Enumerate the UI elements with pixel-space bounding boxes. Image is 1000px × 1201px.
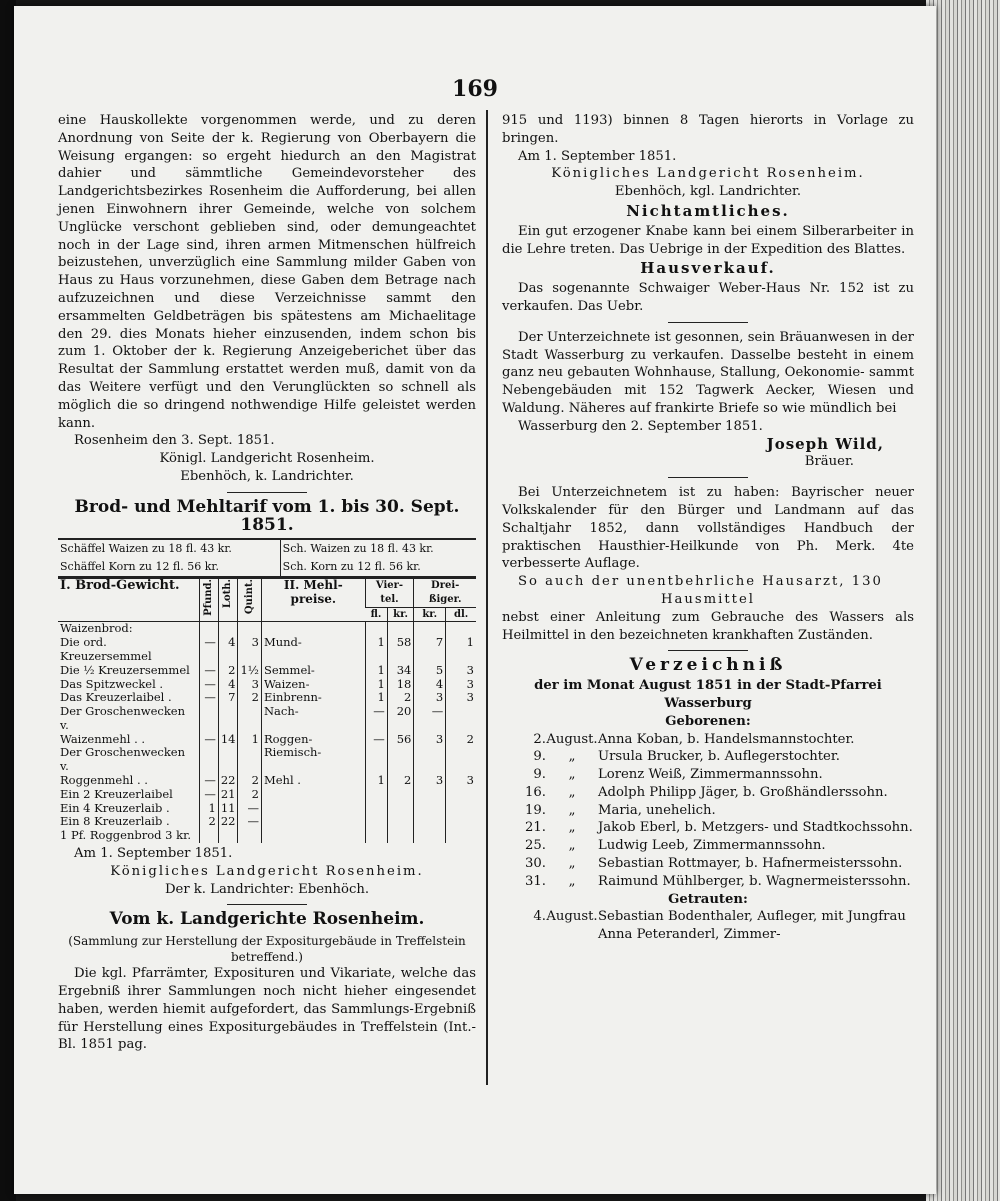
entry-text: Ludwig Leeb, Zimmermannssohn. <box>598 838 826 854</box>
tariff-title: Brod- und Mehltarif vom 1. bis 30. Sept. 1851. <box>74 496 460 535</box>
right-column <box>502 112 914 944</box>
list-item <box>502 908 914 944</box>
loth-cell: 7 <box>218 691 238 705</box>
viertel-fl-cell: — <box>365 705 387 733</box>
viertel-fl-cell <box>365 788 387 802</box>
viertel-kr-cell: 20 <box>387 705 414 733</box>
heading-nichtamtliches: Nichtamtliches. <box>626 201 790 220</box>
loth-cell <box>218 829 238 843</box>
price-row <box>58 558 476 576</box>
loth-cell: 4 <box>218 636 238 664</box>
viertel-kr-cell <box>387 802 414 816</box>
viertel-kr-cell: 34 <box>387 664 414 678</box>
bread-item-cell: Ein 4 Kreuzerlaib . <box>60 800 170 815</box>
pfund-cell: — <box>200 774 219 788</box>
sub-dl: dl. <box>446 607 476 622</box>
sub-fl: fl. <box>365 607 387 622</box>
table-row <box>58 788 476 802</box>
dreissiger-dl-cell <box>446 622 476 636</box>
page-number: 169 <box>452 76 498 102</box>
ad-calendar: Bei Unterzeichnetem ist zu haben: Bayrischer neuer Volkskalender für den Bürger und Landmann auf das Schaltjahr 1852, dann vollständiges Handbuch der praktischen Hausthier-Heilkunde von Ph. Merk. 4te verbesserte Auflage. <box>502 485 914 572</box>
table-row <box>58 733 476 747</box>
bread-weight-table <box>58 577 476 843</box>
dreissiger-kr-cell <box>414 802 446 816</box>
quint-cell: — <box>238 815 261 829</box>
grain-price-table <box>58 538 476 577</box>
viertel-kr-cell: 58 <box>387 636 414 664</box>
pfund-cell: 2 <box>200 815 219 829</box>
heading-marriages: Getrauten: <box>668 891 748 907</box>
notice-signature: Ebenhöch, kgl. Landrichter. <box>614 184 802 200</box>
entry-month: „ <box>568 802 576 818</box>
pfund-cell: — <box>200 788 219 802</box>
table-row <box>58 802 476 816</box>
heading-hausverkauf: Hausverkauf. <box>640 259 776 278</box>
dreissiger-dl-cell <box>446 815 476 829</box>
tariff-signature: Der k. Landrichter: Ebenhöch. <box>164 881 370 897</box>
viertel-fl-cell: — <box>365 733 387 747</box>
notice-date: Am 1. September 1851. <box>518 148 677 164</box>
entry-day: 9. <box>533 767 546 783</box>
bread-item-cell: Das Kreuzerlaibel . <box>60 690 172 705</box>
dreissiger-dl-cell <box>446 802 476 816</box>
table-row <box>58 815 476 829</box>
loth-cell: 21 <box>218 788 238 802</box>
quint-cell: 3 <box>238 678 261 692</box>
dreissiger-kr-cell: 3 <box>414 733 446 747</box>
loth-cell: 11 <box>218 802 238 816</box>
heading-births: Geborenen: <box>665 713 751 729</box>
left-column <box>58 112 476 1054</box>
quint-cell: 2 <box>238 691 261 705</box>
price-row <box>58 539 476 558</box>
dreissiger-kr-cell <box>414 788 446 802</box>
price-cell: Sch. Korn zu 12 fl. 56 kr. <box>280 558 476 576</box>
entry-day: 25. <box>525 838 546 854</box>
divider <box>668 650 748 651</box>
flour-type-cell <box>261 622 365 636</box>
bread-item-cell: Die ½ Kreuzersemmel <box>60 662 190 677</box>
table-row <box>58 622 476 636</box>
entry-month: „ <box>568 856 576 872</box>
flour-type-cell: Roggen- <box>261 733 365 747</box>
bread-item-cell: Roggenmehl . . <box>60 773 148 788</box>
list-item <box>502 837 914 855</box>
section-heading: Vom k. Landgerichte Rosenheim. <box>109 909 425 930</box>
table-row <box>58 636 476 664</box>
column-rule <box>486 110 488 1085</box>
quint-cell: 2 <box>238 774 261 788</box>
viertel-fl-cell: 1 <box>365 664 387 678</box>
dreissiger-dl-cell: 3 <box>446 678 476 692</box>
quint-cell <box>238 705 261 733</box>
list-item <box>502 784 914 802</box>
bread-item-cell: Ein 8 Kreuzerlaib . <box>60 814 170 829</box>
flour-type-cell: Mehl . <box>261 774 365 788</box>
newspaper-page <box>14 6 936 1194</box>
quint-cell: 2 <box>238 788 261 802</box>
dreissiger-kr-cell <box>414 829 446 843</box>
divider <box>668 477 748 478</box>
bread-item-cell: Die ord. Kreuzersemmel <box>60 635 152 663</box>
flour-type-cell <box>261 815 365 829</box>
entry-day: 9. <box>533 749 546 765</box>
sub-kr: kr. <box>387 607 414 622</box>
notice-date: Rosenheim den 3. Sept. 1851. <box>74 433 275 449</box>
ad-hausarzt-description: nebst einer Anleitung zum Gebrauche des Wassers als Heilmittel in den bezeichneten krankhaften Zuständen. <box>502 609 914 643</box>
entry-month: „ <box>568 873 576 889</box>
loth-cell: 2 <box>218 664 238 678</box>
entry-month: „ <box>568 749 576 765</box>
viertel-kr-cell <box>387 622 414 636</box>
dreissiger-kr-cell <box>414 622 446 636</box>
dreissiger-kr-cell <box>414 746 446 774</box>
register-subtitle: der im Monat August 1851 in der Stadt-Pfarrei Wasserburg <box>534 678 882 711</box>
divider <box>227 904 307 905</box>
bread-item-cell: Das Spitzweckel . <box>60 676 164 691</box>
entry-month: August. <box>546 909 598 925</box>
entry-text: Sebastian Rottmayer, b. Hafnermeisterssohn. <box>598 856 903 872</box>
divider <box>227 492 307 493</box>
ad-brewery-name: Joseph Wild, <box>766 434 884 453</box>
flour-type-cell: Mund- <box>261 636 365 664</box>
entry-month: „ <box>568 784 576 800</box>
viertel-fl-cell: 1 <box>365 691 387 705</box>
viertel-kr-cell <box>387 815 414 829</box>
list-item <box>502 819 914 837</box>
list-item <box>502 873 914 891</box>
flour-type-cell <box>261 788 365 802</box>
pfund-cell: — <box>200 691 219 705</box>
treffelstein-notice-text: Die kgl. Pfarrämter, Exposituren und Vikariate, welche das Ergebniß ihrer Sammlungen noch nicht hieher eingesendet haben, werden hiemit aufgefordert, das Sammlungs-Ergebniß für Herstellung eines Expositurgebäudes in Treffelstein (Int.-Bl. 1851 pag. <box>58 966 476 1053</box>
dreissiger-dl-cell <box>446 829 476 843</box>
pfund-cell: 1 <box>200 802 219 816</box>
viertel-kr-cell: 2 <box>387 774 414 788</box>
collection-notice-text: eine Hauskollekte vorgenommen werde, und zu deren Anordnung von Seite der k. Regierung von Oberbayern die Weisung ergangen: so ergeht hiedurch an den Magistrat dahier und sämmtliche Gemeindevorsteher des Landgerichtsbezirkes Rosenheim die Aufforderung, bei allen jenen Einwohnern ihrer Gemeinde, welche von solchem Unglücke verschont geblieben sind, oder demungeachtet noch in der Lage sind, ihren armen Mitmenschen hülfreich beizustehen, unverzüglich eine Sammlung milder Gaben von Haus zu Haus vorzunehmen, diese Gaben dem Betrage nach aufzuzeichnen und diese Verzeichnisse sammt den ersammelten Geldbeträgen bis spätestens am Michaelitage den 29. dies Monats hieher einzusenden, indem schon bis zum 1. Oktober der k. Regierung Anzeigeberichet über das Resultat der Sammlung erstattet werden muß, damit von da das Weitere verfügt und den Verunglückten so schnell als möglich die so dringend nothwendige Hilfe geleistet werden kann. <box>58 113 476 431</box>
entry-text: Maria, unehelich. <box>598 802 716 818</box>
entry-month: „ <box>568 767 576 783</box>
pfund-cell: — <box>200 678 219 692</box>
header-viertel: Vier-tel. <box>365 578 414 607</box>
list-item <box>502 766 914 784</box>
ad-brewery-title: Bräuer. <box>804 454 854 470</box>
quint-cell <box>238 622 261 636</box>
flour-type-cell: Einbrenn- <box>261 691 365 705</box>
table-header-row <box>58 578 476 607</box>
viertel-kr-cell: 2 <box>387 691 414 705</box>
price-cell: Schäffel Waizen zu 18 fl. 43 kr. <box>60 542 232 556</box>
pfund-cell: — <box>200 636 219 664</box>
table-row <box>58 678 476 692</box>
header-loth: Loth. <box>218 578 238 622</box>
quint-cell: 1½ <box>238 664 261 678</box>
dreissiger-kr-cell: 5 <box>414 664 446 678</box>
price-cell: Sch. Waizen zu 18 fl. 43 kr. <box>280 539 476 558</box>
dreissiger-kr-cell: 3 <box>414 691 446 705</box>
loth-cell: 22 <box>218 774 238 788</box>
viertel-kr-cell <box>387 788 414 802</box>
tariff-date: Am 1. September 1851. <box>74 846 233 862</box>
viertel-fl-cell: 1 <box>365 636 387 664</box>
header-bread-weight: I. Brod-Gewicht. <box>58 578 200 622</box>
table-row <box>58 691 476 705</box>
price-cell: Schäffel Korn zu 12 fl. 56 kr. <box>60 560 219 574</box>
sub-kr2: kr. <box>414 607 446 622</box>
notice-court: Königliches Landgericht Rosenheim. <box>551 166 865 182</box>
ad-apprentice: Ein gut erzogener Knabe kann bei einem Silberarbeiter in die Lehre treten. Das Uebrige in der Expedition des Blattes. <box>502 223 914 257</box>
notice-court: Königl. Landgericht Rosenheim. <box>159 451 375 467</box>
bread-item-cell: Waizenmehl . . <box>60 731 146 746</box>
viertel-fl-cell <box>365 829 387 843</box>
pfund-cell <box>200 622 219 636</box>
list-item <box>502 748 914 766</box>
quint-cell: 1 <box>238 733 261 747</box>
entry-day: 21. <box>525 820 546 836</box>
viertel-kr-cell <box>387 746 414 774</box>
quint-cell <box>238 829 261 843</box>
quint-cell: — <box>238 802 261 816</box>
heading-verzeichnis: Verzeichniß <box>629 655 787 676</box>
viertel-fl-cell <box>365 622 387 636</box>
table-row <box>58 705 476 733</box>
loth-cell: 4 <box>218 678 238 692</box>
dreissiger-dl-cell <box>446 746 476 774</box>
ad-hausarzt: So auch der unentbehrliche Hausarzt, 130 <box>518 574 883 590</box>
quint-cell: 3 <box>238 636 261 664</box>
entry-text: Lorenz Weiß, Zimmermannssohn. <box>598 767 823 783</box>
dreissiger-dl-cell <box>446 788 476 802</box>
dreissiger-kr-cell <box>414 815 446 829</box>
dreissiger-dl-cell: 1 <box>446 636 476 664</box>
table-row <box>58 774 476 788</box>
entry-day: 2. <box>533 731 546 747</box>
flour-type-cell: Waizen- <box>261 678 365 692</box>
entry-day: 4. <box>533 909 546 925</box>
entry-text: Adolph Philipp Jäger, b. Großhändlerssohn. <box>598 784 888 800</box>
loth-cell <box>218 705 238 733</box>
entry-day: 16. <box>525 784 546 800</box>
header-flour-prices: II. Mehl-preise. <box>261 578 365 622</box>
loth-cell <box>218 622 238 636</box>
flour-type-cell <box>261 802 365 816</box>
ad-brewery-date: Wasserburg den 2. September 1851. <box>518 418 763 434</box>
entry-text: Anna Koban, b. Handelsmannstochter. <box>598 731 855 747</box>
viertel-kr-cell <box>387 829 414 843</box>
flour-type-cell <box>261 829 365 843</box>
tariff-court: Königliches Landgericht Rosenheim. <box>110 863 424 879</box>
entry-month: August. <box>546 731 598 747</box>
viertel-fl-cell <box>365 802 387 816</box>
table-row <box>58 746 476 774</box>
table-row <box>58 829 476 843</box>
header-quint: Quint. <box>238 578 261 622</box>
entry-day: 31. <box>525 873 546 889</box>
section-subtitle: (Sammlung zur Herstellung der Expositurgebäude in Treffelstein betreffend.) <box>68 934 466 965</box>
list-item <box>502 731 914 749</box>
pfund-cell <box>200 829 219 843</box>
quint-cell <box>238 746 261 774</box>
page-edges <box>926 0 1000 1201</box>
bread-item-cell: Ein 2 Kreuzerlaibel <box>60 786 173 801</box>
dreissiger-dl-cell: 3 <box>446 691 476 705</box>
dreissiger-kr-cell: 4 <box>414 678 446 692</box>
header-dreissiger: Drei-ßiger. <box>414 578 476 607</box>
ad-house-sale: Das sogenannte Schwaiger Weber-Haus Nr. 152 ist zu verkaufen. Das Uebr. <box>502 281 914 314</box>
list-item <box>502 802 914 820</box>
dreissiger-dl-cell: 3 <box>446 774 476 788</box>
header-pfund: Pfund. <box>200 578 219 622</box>
dreissiger-dl-cell <box>446 705 476 733</box>
viertel-kr-cell: 56 <box>387 733 414 747</box>
entry-text: Sebastian Bodenthaler, Aufleger, mit Jungfrau Anna Peteranderl, Zimmer- <box>598 909 906 943</box>
entry-text: Ursula Brucker, b. Auflegerstochter. <box>598 749 840 765</box>
loth-cell: 22 <box>218 815 238 829</box>
bread-item-cell: 1 Pf. Roggenbrod 3 kr. <box>60 828 192 843</box>
entry-text: Raimund Mühlberger, b. Wagnermeisterssohn. <box>598 873 911 889</box>
divider <box>668 322 748 323</box>
notice-continuation: 915 und 1193) binnen 8 Tagen hierorts in Vorlage zu bringen. <box>502 113 914 146</box>
flour-type-cell: Riemisch- <box>261 746 365 774</box>
viertel-fl-cell <box>365 746 387 774</box>
viertel-fl-cell: 1 <box>365 774 387 788</box>
viertel-fl-cell <box>365 815 387 829</box>
flour-type-cell: Nach- <box>261 705 365 733</box>
pfund-cell: — <box>200 733 219 747</box>
dreissiger-dl-cell: 2 <box>446 733 476 747</box>
pfund-cell <box>200 746 219 774</box>
entry-month: „ <box>568 820 576 836</box>
ad-brewery-sale: Der Unterzeichnete ist gesonnen, sein Bräuanwesen in der Stadt Wasserburg zu verkaufen. Dasselbe besteht in einem ganz neu gebauten Wohnhause, Stallung, Oekonomie- sammt Nebengebäuden mit 152 Tagwerk Aecker, Wiesen und Waldung. Näheres auf frankirte Briefe so wie mündlich bei <box>502 329 914 416</box>
dreissiger-kr-cell: 7 <box>414 636 446 664</box>
dreissiger-kr-cell: — <box>414 705 446 733</box>
bread-item-cell: Der Groschenwecken v. <box>60 704 186 732</box>
dreissiger-dl-cell: 3 <box>446 664 476 678</box>
notice-signature: Ebenhöch, k. Landrichter. <box>180 468 354 484</box>
births-list <box>502 731 914 891</box>
pfund-cell: — <box>200 664 219 678</box>
loth-cell: 14 <box>218 733 238 747</box>
viertel-kr-cell: 18 <box>387 678 414 692</box>
flour-type-cell: Semmel- <box>261 664 365 678</box>
entry-day: 30. <box>525 856 546 872</box>
dreissiger-kr-cell: 3 <box>414 774 446 788</box>
viertel-fl-cell: 1 <box>365 678 387 692</box>
pfund-cell <box>200 705 219 733</box>
bread-item-cell: Waizenbrod: <box>60 621 133 636</box>
table-row <box>58 664 476 678</box>
list-item <box>502 855 914 873</box>
entry-month: „ <box>568 838 576 854</box>
ad-hausmittel: Hausmittel <box>661 591 755 607</box>
entry-text: Jakob Eberl, b. Metzgers- und Stadtkochssohn. <box>598 820 913 836</box>
loth-cell <box>218 746 238 774</box>
bread-item-cell: Der Groschenwecken v. <box>60 745 186 774</box>
entry-day: 19. <box>525 802 546 818</box>
